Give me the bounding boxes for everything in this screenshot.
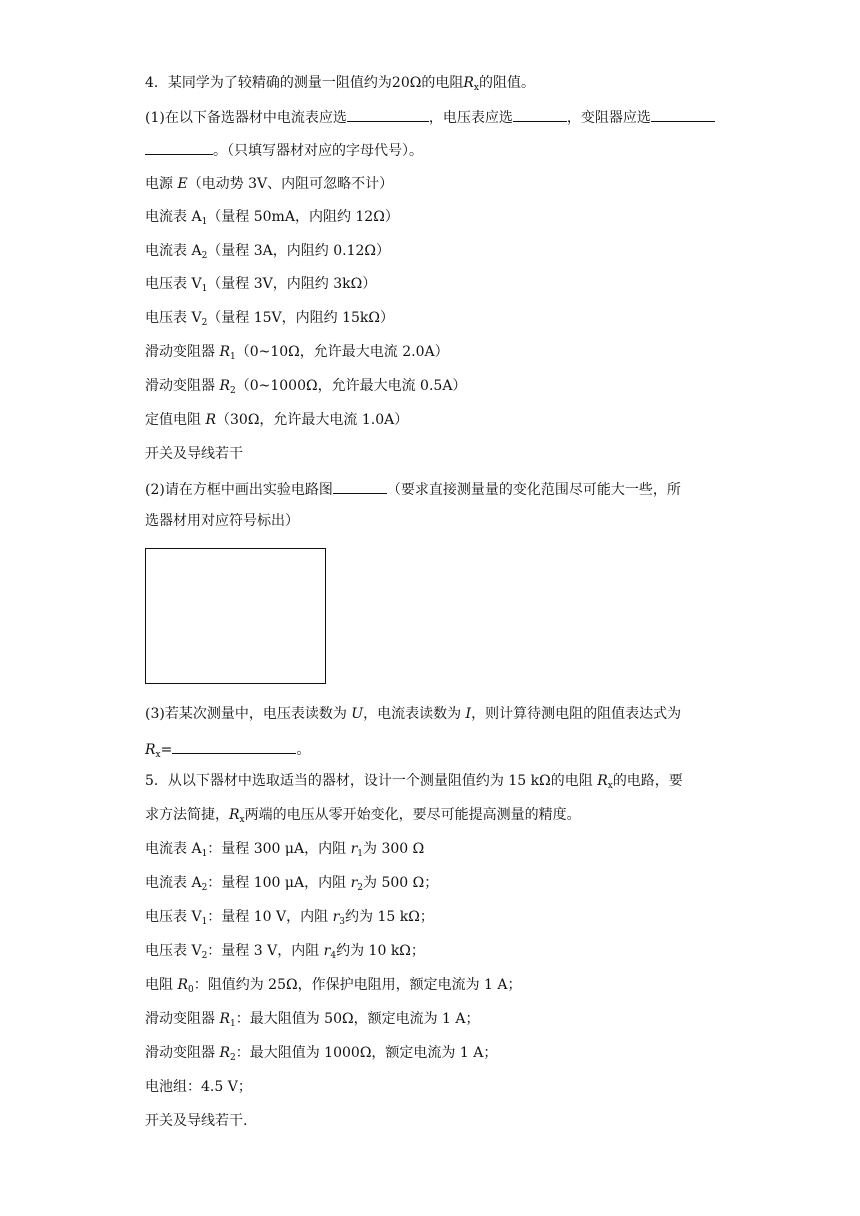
- q4-part3: (3)若某次测量中，电压表读数为 U，电流表读数为 I，则计算待测电阻的阻值表达式为: [145, 706, 682, 722]
- q4-part1: (1)在以下备选器材中电流表应选 ，电压表应选 ，变阻器应选: [145, 106, 715, 128]
- equip-ammeter-a1: 电流表 $A_1$（量程 50mA，内阻约 12Ω）: [145, 209, 399, 227]
- answer-blank-rheostat-cont[interactable]: [145, 139, 213, 155]
- q5-number: 5．: [145, 773, 168, 789]
- q5-stem: 5．从以下器材中选取适当的器材，设计一个测量阻值约为 15 kΩ的电阻 $R_x$的电路，要: [145, 773, 683, 791]
- q4-part1-cont: 。（只填写器材对应的字母代号）。: [145, 139, 423, 161]
- q5-voltmeter-v2: 电压表 $V_2$：量程 3 V，内阻 $r_4$约为 10 kΩ；: [145, 943, 425, 961]
- equip-source: 电源 E（电动势 3V、内阻可忽略不计）: [145, 176, 394, 192]
- circuit-drawing-box[interactable]: [145, 548, 326, 684]
- q5-resistor-r0: 电阻 $R_0$：阻值约为 25Ω，作保护电阻用，额定电流为 1 A；: [145, 977, 522, 995]
- q4-stem: 4．某同学为了较精确的测量一阻值约为20Ω的电阻$R_x$的阻值。: [145, 75, 535, 93]
- q4-number: 4．: [145, 75, 168, 91]
- q4-part2-cont: 选器材用对应符号标出）: [145, 513, 299, 529]
- equip-voltmeter-v2: 电压表 $V_2$（量程 15V，内阻约 15kΩ）: [145, 310, 395, 328]
- equip-fixed-resistor: 定值电阻 R（30Ω，允许最大电流 1.0A）: [145, 412, 409, 428]
- q5-stem-cont: 求方法简捷，$R_x$两端的电压从零开始变化，要尽可能提高测量的精度。: [145, 807, 581, 825]
- q5-rheostat-r1: 滑动变阻器 $R_1$：最大阻值为 50Ω，额定电流为 1 A；: [145, 1011, 480, 1029]
- q5-ammeter-a1: 电流表 $A_1$：量程 300 μA，内阻 $r_1$为 300 Ω: [145, 841, 425, 859]
- equip-ammeter-a2: 电流表 $A_2$（量程 3A，内阻约 0.12Ω）: [145, 243, 390, 261]
- q5-rheostat-r2: 滑动变阻器 $R_2$：最大阻值为 1000Ω，额定电流为 1 A；: [145, 1045, 498, 1063]
- answer-blank-rheostat[interactable]: [651, 106, 715, 122]
- answer-blank-ammeter[interactable]: [347, 106, 429, 122]
- q5-switch: 开关及导线若干.: [145, 1113, 248, 1129]
- answer-blank-circuit[interactable]: [333, 478, 387, 494]
- q4-part3-cont: $R_x=$ 。: [145, 738, 310, 760]
- answer-blank-voltmeter[interactable]: [513, 106, 567, 122]
- equip-rheostat-r1: 滑动变阻器 $R_1(0\sim 10\Omega$，允许最大电流 2.0A）: [145, 344, 449, 362]
- equip-rheostat-r2: 滑动变阻器 $R_2(0\sim 1000\Omega$，允许最大电流 0.5A）: [145, 378, 467, 396]
- q5-battery: 电池组：4.5 V；: [145, 1079, 252, 1095]
- q5-voltmeter-v1: 电压表 $V_1$：量程 10 V，内阻 $r_3$约为 15 kΩ；: [145, 909, 434, 927]
- q5-ammeter-a2: 电流表 $A_2$：量程 100 μA，内阻 $r_2$为 500 Ω；: [145, 875, 439, 893]
- q4-part2: (2)请在方框中画出实验电路图 （要求直接测量量的变化范围尽可能大一些，所: [145, 478, 681, 500]
- answer-blank-expression[interactable]: [172, 738, 296, 754]
- equip-switch: 开关及导线若干: [145, 446, 243, 462]
- equip-voltmeter-v1: 电压表 $V_1$（量程 3V，内阻约 3kΩ）: [145, 276, 377, 294]
